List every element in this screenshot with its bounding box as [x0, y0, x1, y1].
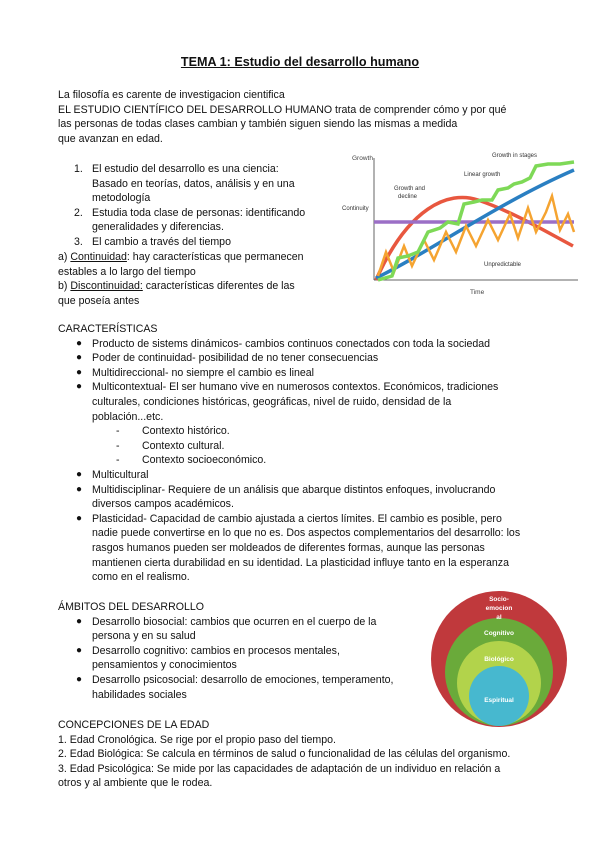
continuity-definition-cont: estables a lo largo del tiempo	[58, 265, 196, 278]
circle-espiritual	[469, 666, 529, 726]
bullet-icon: ●	[76, 512, 83, 524]
list-item	[58, 337, 558, 352]
ambitos-section	[58, 600, 428, 702]
label-linear: Linear growth	[464, 172, 501, 178]
dash-icon: -	[116, 439, 120, 452]
list-text: Desarrollo biosocial: cambios que ocurren en el cuerpo de la	[92, 615, 377, 628]
intro-paragraph	[58, 88, 538, 146]
continuity-line	[58, 250, 348, 265]
bullet-icon: ●	[76, 366, 83, 378]
list-text: nadie puede convertirse en lo que no es. Dos aspectos complementarios del desarrollo: los	[92, 527, 521, 540]
list-item	[58, 468, 558, 483]
list-number: 2.	[74, 206, 83, 219]
science-list	[58, 162, 348, 250]
list-item	[58, 644, 428, 673]
intro-line: las personas de todas clases cambian y también siguen siendo las mismas a medida	[58, 118, 458, 131]
sub-list-item	[58, 453, 558, 468]
list-item	[58, 162, 348, 206]
list-text: culturales, condiciones históricas, geográficas, nivel de ruido, densidad de la	[92, 395, 452, 408]
sub-list-text: Contexto cultural.	[142, 439, 225, 452]
intro-line: que avanzan en edad.	[58, 132, 163, 145]
list-item	[58, 366, 558, 381]
growth-patterns-figure	[338, 148, 584, 298]
unpredictable-line	[378, 196, 574, 276]
label-socio-1: Socio-	[489, 596, 509, 603]
list-text: rasgos humanos pueden ser moldeados de diferentes formas, aunque las personas	[92, 541, 485, 554]
dash-icon: -	[116, 454, 120, 467]
list-item	[58, 673, 428, 702]
list-text: Desarrollo cognitivo: cambios en procesos mentales,	[92, 644, 340, 657]
list-text: Plasticidad- Capacidad de cambio ajustada a ciertos límites. El cambio es posible, pero	[92, 512, 502, 525]
continuity-definition: : hay características que permanecen	[126, 251, 304, 263]
bullet-icon: ●	[76, 615, 83, 627]
label-decline-2: decline	[398, 194, 418, 200]
label-decline-1: Growth and	[394, 186, 426, 192]
bullet-icon: ●	[76, 468, 83, 480]
list-text: generalidades y diferencias.	[92, 221, 224, 234]
list-item	[58, 351, 558, 366]
continuity-prefix: a)	[58, 251, 71, 263]
discontinuity-prefix: b)	[58, 280, 71, 293]
sub-list-text: Contexto histórico.	[142, 425, 230, 438]
y-axis-label: Growth	[352, 155, 373, 162]
list-text: Multidireccional- no siempre el cambio es lineal	[92, 366, 314, 379]
list-text: como en el realismo.	[92, 571, 190, 584]
caracteristicas-section	[58, 322, 558, 585]
bullet-icon: ●	[76, 673, 83, 685]
list-text: Estudia toda clase de personas: identificando	[92, 206, 306, 219]
bullet-icon: ●	[76, 352, 83, 364]
section-heading: CONCEPCIONES DE LA EDAD	[58, 719, 210, 731]
list-text: diversos campos académicos.	[92, 498, 234, 511]
concepcion-line: 2. Edad Biológica: Se calcula en términos de salud o funcionalidad de las células del organismo.	[58, 748, 511, 761]
section-heading: ÁMBITOS DEL DESARROLLO	[58, 601, 204, 613]
development-domains-diagram	[424, 588, 574, 730]
list-text: población...etc.	[92, 410, 164, 423]
label-biologico: Biológico	[484, 656, 514, 663]
sub-list-item	[58, 439, 558, 454]
bullet-icon: ●	[76, 337, 83, 349]
growth-decline-line	[376, 197, 573, 280]
bullet-icon: ●	[76, 644, 83, 656]
list-text: Multidisciplinar- Requiere de un análisis que abarque distintos enfoques, involucrando	[92, 483, 496, 496]
page-title: TEMA 1: Estudio del desarrollo humano	[180, 55, 420, 69]
list-text: Multicontextual- El ser humano vive en numerosos contextos. Económicos, tradiciones	[92, 381, 499, 394]
list-item	[58, 483, 558, 512]
concepcion-line: 3. Edad Psicológica: Se mide por las capacidades de adaptación de un individuo en relación a	[58, 762, 501, 775]
dash-icon: -	[116, 425, 120, 438]
list-item	[58, 380, 558, 424]
list-text: mantienen cierta durabilidad en su identidad. La plasticidad influye tanto en la esperanza	[92, 556, 509, 569]
label-socio-2: emocion	[485, 605, 513, 612]
concepcion-line: 1. Edad Cronológica. Se rige por el propio paso del tiempo.	[58, 733, 336, 746]
bullet-icon: ●	[76, 381, 83, 393]
list-number: 3.	[74, 235, 83, 248]
sub-list-item	[58, 424, 558, 439]
list-text: Desarrollo psicosocial: desarrollo de emociones, temperamento,	[92, 673, 394, 686]
concepciones-section	[58, 718, 558, 791]
label-socio-3: al	[496, 614, 502, 621]
list-item	[58, 235, 348, 250]
discontinuity-definition-cont: que poseía antes	[58, 294, 140, 307]
label-stages: Growth in stages	[492, 153, 538, 159]
list-text: pensamientos y conocimientos	[92, 659, 237, 672]
list-text: Poder de continuidad- posibilidad de no tener consecuencias	[92, 352, 379, 365]
list-text: metodología	[92, 192, 151, 205]
discontinuity-term: Discontinuidad:	[70, 280, 143, 293]
label-continuity: Continuity	[342, 206, 369, 212]
label-cognitivo: Cognitivo	[484, 630, 514, 637]
list-text: Producto de sistems dinámicos- cambios continuos conectados con toda la sociedad	[92, 337, 491, 350]
list-number: 1.	[74, 163, 83, 175]
list-text: Basado en teorías, datos, análisis y en una	[92, 177, 295, 190]
discontinuity-line	[58, 279, 348, 294]
label-unpredictable: Unpredictable	[484, 262, 522, 268]
list-text: habilidades sociales	[92, 688, 187, 701]
section-heading: CARACTERÍSTICAS	[58, 323, 158, 335]
continuity-term: Continuidad	[70, 251, 127, 263]
label-espiritual: Espiritual	[484, 697, 514, 704]
sub-list-text: Contexto socioeconómico.	[142, 454, 267, 467]
list-text: Multicultural	[92, 468, 149, 481]
list-text: El cambio a través del tiempo	[92, 235, 231, 248]
discontinuity-definition: características diferentes de las	[142, 280, 295, 293]
intro-line: EL ESTUDIO CIENTÍFICO DEL DESARROLLO HUMANO trata de comprender cómo y por qué	[58, 103, 507, 116]
x-axis-label: Time	[470, 289, 485, 296]
bullet-icon: ●	[76, 483, 83, 495]
list-item	[58, 206, 348, 235]
list-item	[58, 512, 558, 585]
list-text: persona y en su salud	[92, 630, 196, 643]
intro-line: La filosofía es carente de investigacion cientifica	[58, 89, 285, 101]
concepcion-line: otros y al ambiente que le rodea.	[58, 777, 213, 790]
list-item	[58, 615, 428, 644]
list-text: El estudio del desarrollo es una ciencia:	[92, 163, 279, 175]
continuity-definitions	[58, 250, 348, 308]
